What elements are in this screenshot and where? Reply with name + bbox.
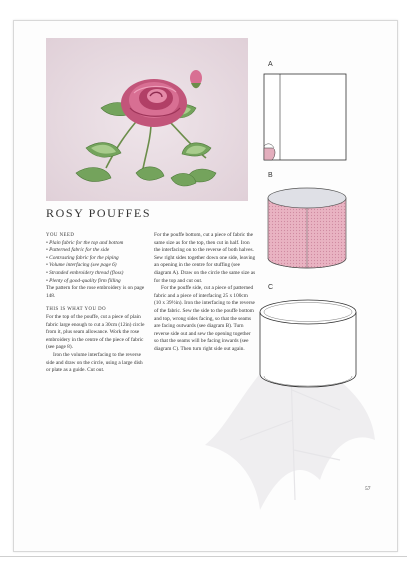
materials-list-item: • Stranded embroidery thread (floss) <box>46 269 124 276</box>
diagram-a-label: A <box>268 61 273 68</box>
page-number: 57 <box>365 486 371 492</box>
diagram-c-label: C <box>268 284 274 291</box>
instruction-paragraph: For the pouffe side, cut a piece of patterned fabric and a piece of interfacing 25 x 100cm (10 x 39½in). Iron the interfacing to the reverse of the fabric. Sew the side to the pouffe bottom and top, wrong sides facing, so that the seams are facing outwards (see diagram B). Turn reverse side out and sew the opening together so that the seams will be facing inwards (see diagram C). Then turn right side out again. <box>154 285 255 352</box>
diagram-c-image <box>256 296 360 392</box>
scan-edge-line <box>0 556 407 557</box>
rose-embroidery-photo <box>46 38 248 201</box>
pattern-note: The pattern for the rose embroidery is on page 148. <box>46 285 145 299</box>
instruction-paragraph: For the pouffe bottom, cut a piece of fabric the same size as for the top, then cut in half. Iron the interfacing on to the reverse of both halves. Sew right sides together down one side, leaving an opening in the centre for stuffing (see diagram A). Draw on the circle the same size as for the top and cut out. <box>154 232 256 284</box>
article-title: ROSY POUFFES <box>46 206 152 220</box>
materials-list-item: • Contrasting fabric for the piping <box>46 254 119 261</box>
diagram-a-image <box>262 72 350 164</box>
diagram-b-image <box>262 184 352 272</box>
instructions-heading: THIS IS WHAT YOU DO <box>46 307 107 313</box>
diagram-b-label: B <box>268 172 273 179</box>
instruction-paragraph: Iron the volume interfacing to the reverse side and draw on the circle, using a large dish or plate as a guide. Cut out. <box>46 351 143 374</box>
materials-list-item: • Patterned fabric for the side <box>46 247 110 254</box>
right-text-column <box>154 232 256 354</box>
left-text-column <box>46 232 146 375</box>
materials-list-item: • Volume interfacing (see page 6) <box>46 262 117 269</box>
materials-list-item: • Plenty of good-quality firm filling <box>46 277 121 284</box>
instruction-paragraph: For the top of the pouffe, cut a piece of plain fabric large enough to cut a 30cm (12in) circle from it, plus seam allowance. Work the rose embroidery in the centre of the piece of fabric (see page 8). <box>46 313 145 351</box>
you-need-heading: YOU NEED <box>46 233 75 238</box>
materials-list-item: • Plain fabric for the top and bottom <box>46 239 124 246</box>
